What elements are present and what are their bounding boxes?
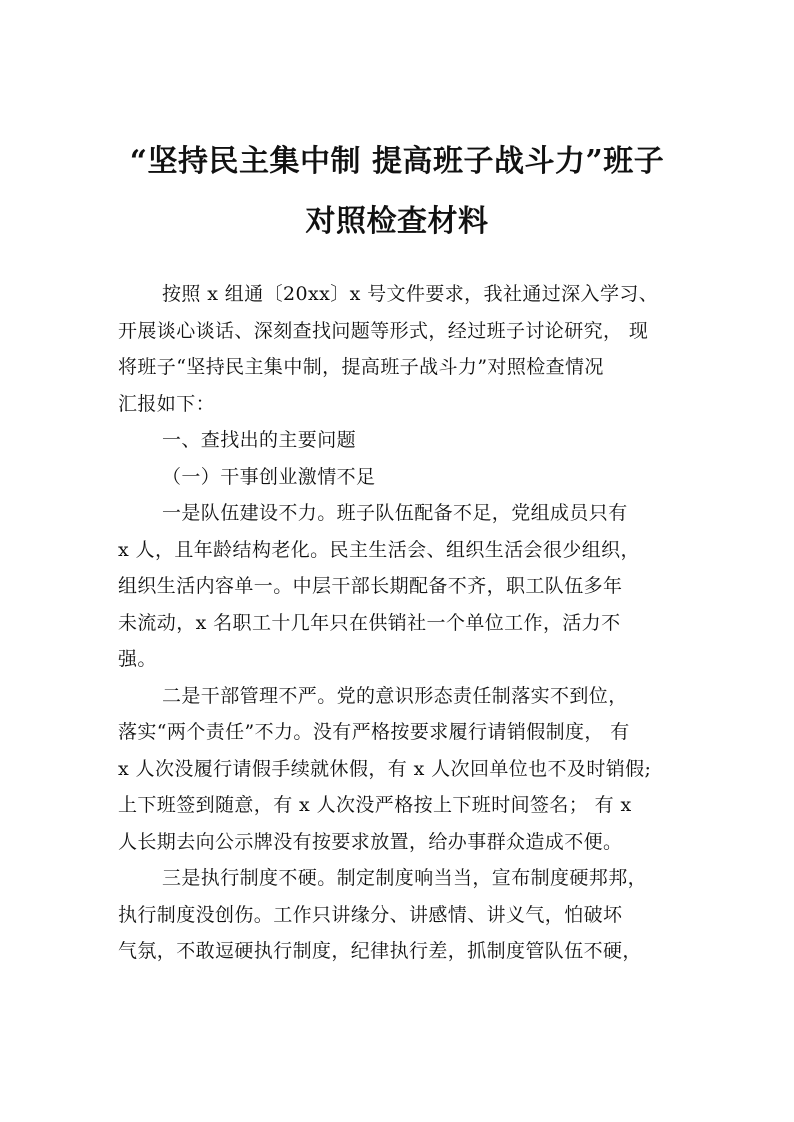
body-line: 上下班签到随意，有 x 人次没严格按上下班时间签名； 有 x	[118, 794, 632, 816]
body-line: 强。	[118, 648, 157, 670]
body-line: 组织生活内容单一。中层干部长期配备不齐，职工队伍多年	[118, 575, 623, 597]
body-line: 气氛，不敢逗硬执行制度，纪律执行差，抓制度管队伍不硬，	[118, 940, 642, 962]
subsection-heading: （一）干事创业激情不足	[162, 465, 376, 488]
document-body	[118, 276, 698, 970]
document-title-line-2: 对照检查材料	[305, 204, 489, 239]
body-line: 一是队伍建设不力。班子队伍配备不足，党组成员只有	[162, 502, 628, 524]
body-line: x 人，且年龄结构老化。民主生活会、组织生活会很少组织，	[118, 538, 640, 561]
body-line: 执行制度没创伤。工作只讲缘分、讲感情、讲义气，怕破坏	[118, 903, 623, 926]
body-line: x 人次没履行请假手续就休假，有 x 人次回单位也不及时销假;	[118, 757, 652, 780]
body-line: 未流动，x 名职工十几年只在供销社一个单位工作，活力不	[118, 611, 621, 634]
body-line: 三是执行制度不硬。制定制度响当当，宣布制度硬邦邦，	[162, 867, 648, 889]
body-line: 落实“两个责任”不力。没有严格按要求履行请销假制度， 有	[118, 721, 630, 743]
section-heading: 一、查找出的主要问题	[162, 429, 357, 451]
body-line: 汇报如下：	[118, 392, 216, 415]
body-line: 按照 x 组通〔20xx〕x 号文件要求，我社通过深入学习、	[162, 283, 659, 305]
document-title-line-1: “坚持民主集中制 提高班子战斗力”班子	[129, 144, 665, 179]
body-line: 开展谈心谈话、深刻查找问题等形式，经过班子讨论研究， 现	[118, 319, 649, 342]
body-line: 将班子“坚持民主集中制，提高班子战斗力”对照检查情况	[118, 356, 604, 378]
body-line: 人长期去向公示牌没有按要求放置，给办事群众造成不便。	[118, 830, 623, 853]
body-line: 二是干部管理不严。党的意识形态责任制落实不到位，	[162, 684, 628, 707]
